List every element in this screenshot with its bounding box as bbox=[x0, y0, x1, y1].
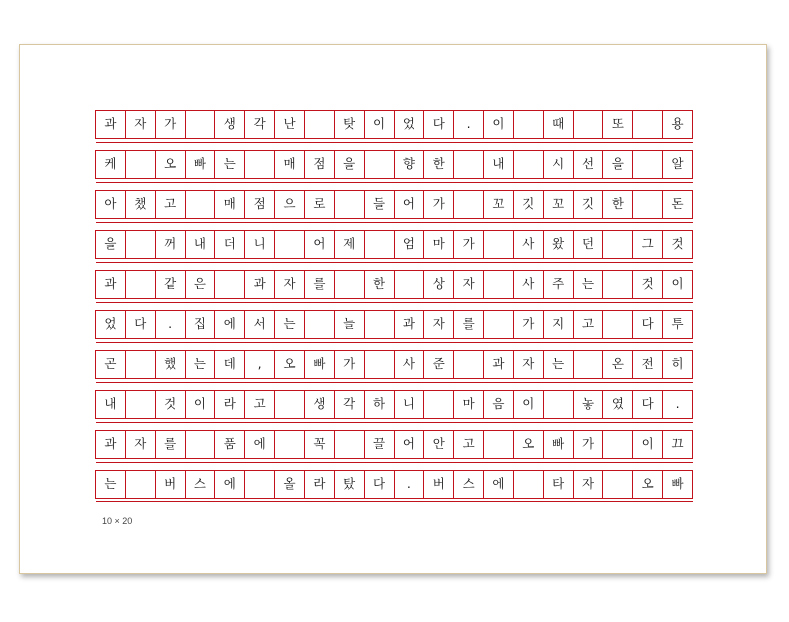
grid-cell: 과 bbox=[96, 111, 126, 138]
grid-cell bbox=[484, 431, 514, 458]
grid-cell: 버 bbox=[424, 471, 454, 498]
grid-cell: 을 bbox=[96, 231, 126, 258]
grid-cell: 는 bbox=[186, 351, 216, 378]
grid-cell: 생 bbox=[215, 111, 245, 138]
grid-cell: 것 bbox=[633, 271, 663, 298]
grid-cell: 과 bbox=[245, 271, 275, 298]
grid-cell bbox=[603, 231, 633, 258]
grid-cell bbox=[275, 231, 305, 258]
grid-cell: 각 bbox=[245, 111, 275, 138]
grid-cell: 과 bbox=[96, 431, 126, 458]
grid-cell: 는 bbox=[574, 271, 604, 298]
grid-cell bbox=[275, 391, 305, 418]
grid-row bbox=[95, 230, 693, 259]
grid-cell: 사 bbox=[395, 351, 425, 378]
grid-cell: 전 bbox=[633, 351, 663, 378]
grid-cell: 고 bbox=[454, 431, 484, 458]
grid-cell: 같 bbox=[156, 271, 186, 298]
grid-cell: 향 bbox=[395, 151, 425, 178]
grid-cell: 탔 bbox=[335, 471, 365, 498]
grid-cell bbox=[305, 311, 335, 338]
manuscript-grid bbox=[95, 110, 693, 499]
grid-cell bbox=[514, 151, 544, 178]
grid-cell: , bbox=[245, 351, 275, 378]
grid-cell bbox=[275, 431, 305, 458]
grid-cell: 음 bbox=[484, 391, 514, 418]
grid-cell: 점 bbox=[245, 191, 275, 218]
grid-cell bbox=[365, 151, 395, 178]
grid-cell: 지 bbox=[544, 311, 574, 338]
grid-cell: 사 bbox=[514, 231, 544, 258]
grid-cell: 아 bbox=[96, 191, 126, 218]
grid-cell: 이 bbox=[514, 391, 544, 418]
grid-cell: 빠 bbox=[544, 431, 574, 458]
grid-cell bbox=[305, 111, 335, 138]
grid-cell bbox=[454, 351, 484, 378]
grid-cell: 끌 bbox=[365, 431, 395, 458]
grid-cell bbox=[126, 351, 156, 378]
grid-cell bbox=[245, 151, 275, 178]
grid-cell: 생 bbox=[305, 391, 335, 418]
grid-cell bbox=[514, 111, 544, 138]
grid-cell bbox=[633, 151, 663, 178]
grid-cell: 어 bbox=[305, 231, 335, 258]
grid-cell: 때 bbox=[544, 111, 574, 138]
grid-cell: 한 bbox=[365, 271, 395, 298]
grid-cell bbox=[484, 311, 514, 338]
grid-cell bbox=[245, 471, 275, 498]
grid-cell: 이 bbox=[663, 271, 693, 298]
grid-cell: 자 bbox=[126, 431, 156, 458]
grid-cell bbox=[395, 271, 425, 298]
grid-row bbox=[95, 310, 693, 339]
grid-cell: 선 bbox=[574, 151, 604, 178]
grid-cell bbox=[335, 271, 365, 298]
grid-cell bbox=[365, 351, 395, 378]
grid-cell: 을 bbox=[335, 151, 365, 178]
grid-cell: 꼬 bbox=[484, 191, 514, 218]
grid-cell: 안 bbox=[424, 431, 454, 458]
grid-cell: 늘 bbox=[335, 311, 365, 338]
grid-cell: 스 bbox=[186, 471, 216, 498]
grid-cell bbox=[514, 471, 544, 498]
grid-cell: 왔 bbox=[544, 231, 574, 258]
grid-cell: 깃 bbox=[574, 191, 604, 218]
grid-cell: 다 bbox=[365, 471, 395, 498]
grid-cell: . bbox=[663, 391, 693, 418]
grid-cell: 내 bbox=[186, 231, 216, 258]
grid-cell: 엄 bbox=[395, 231, 425, 258]
grid-cell: 다 bbox=[633, 391, 663, 418]
grid-row bbox=[95, 110, 693, 139]
grid-cell: 매 bbox=[275, 151, 305, 178]
grid-cell bbox=[424, 391, 454, 418]
grid-cell: 히 bbox=[663, 351, 693, 378]
grid-cell: 과 bbox=[96, 271, 126, 298]
grid-cell: 시 bbox=[544, 151, 574, 178]
grid-cell: . bbox=[454, 111, 484, 138]
grid-cell: 에 bbox=[215, 311, 245, 338]
grid-cell bbox=[365, 231, 395, 258]
grid-cell: 꼬 bbox=[544, 191, 574, 218]
grid-cell: 더 bbox=[215, 231, 245, 258]
grid-cell: 오 bbox=[156, 151, 186, 178]
grid-cell: 가 bbox=[156, 111, 186, 138]
grid-cell: 자 bbox=[574, 471, 604, 498]
grid-cell: 이 bbox=[365, 111, 395, 138]
grid-cell: 내 bbox=[96, 391, 126, 418]
grid-cell: 끄 bbox=[663, 431, 693, 458]
grid-cell: 것 bbox=[156, 391, 186, 418]
grid-cell: 올 bbox=[275, 471, 305, 498]
grid-cell bbox=[454, 191, 484, 218]
grid-cell bbox=[335, 191, 365, 218]
grid-cell: 다 bbox=[633, 311, 663, 338]
grid-cell: 서 bbox=[245, 311, 275, 338]
grid-cell: 였 bbox=[603, 391, 633, 418]
grid-cell: 하 bbox=[365, 391, 395, 418]
grid-cell: 마 bbox=[454, 391, 484, 418]
grid-cell: 매 bbox=[215, 191, 245, 218]
grid-cell: 라 bbox=[215, 391, 245, 418]
grid-cell: 를 bbox=[454, 311, 484, 338]
grid-cell: 를 bbox=[156, 431, 186, 458]
grid-cell bbox=[365, 311, 395, 338]
grid-row bbox=[95, 270, 693, 299]
grid-cell: 이 bbox=[633, 431, 663, 458]
grid-cell: 버 bbox=[156, 471, 186, 498]
grid-cell: 타 bbox=[544, 471, 574, 498]
grid-cell: 자 bbox=[275, 271, 305, 298]
grid-cell: 오 bbox=[514, 431, 544, 458]
grid-cell: 마 bbox=[424, 231, 454, 258]
grid-cell: 케 bbox=[96, 151, 126, 178]
grid-cell bbox=[603, 271, 633, 298]
grid-cell: 이 bbox=[484, 111, 514, 138]
grid-cell: 챘 bbox=[126, 191, 156, 218]
grid-cell: 는 bbox=[544, 351, 574, 378]
grid-cell: 오 bbox=[633, 471, 663, 498]
grid-cell: 었 bbox=[395, 111, 425, 138]
grid-cell bbox=[126, 271, 156, 298]
grid-cell bbox=[484, 271, 514, 298]
grid-cell: 곤 bbox=[96, 351, 126, 378]
grid-cell bbox=[484, 231, 514, 258]
grid-cell: 을 bbox=[603, 151, 633, 178]
grid-cell bbox=[215, 271, 245, 298]
grid-cell: 난 bbox=[275, 111, 305, 138]
grid-size-label: 10 × 20 bbox=[102, 516, 133, 526]
grid-row bbox=[95, 470, 693, 499]
grid-cell: 다 bbox=[126, 311, 156, 338]
grid-cell: 꺼 bbox=[156, 231, 186, 258]
grid-cell bbox=[633, 111, 663, 138]
grid-cell: 라 bbox=[305, 471, 335, 498]
grid-cell: 가 bbox=[454, 231, 484, 258]
grid-cell: 투 bbox=[663, 311, 693, 338]
grid-cell: 자 bbox=[424, 311, 454, 338]
grid-cell bbox=[126, 151, 156, 178]
grid-cell bbox=[335, 431, 365, 458]
grid-cell: 그 bbox=[633, 231, 663, 258]
grid-cell: 집 bbox=[186, 311, 216, 338]
grid-cell: 로 bbox=[305, 191, 335, 218]
grid-cell: 과 bbox=[484, 351, 514, 378]
grid-row bbox=[95, 430, 693, 459]
grid-cell: 준 bbox=[424, 351, 454, 378]
grid-cell: 또 bbox=[603, 111, 633, 138]
grid-row bbox=[95, 390, 693, 419]
grid-cell: 니 bbox=[245, 231, 275, 258]
grid-cell: 돈 bbox=[663, 191, 693, 218]
grid-cell bbox=[574, 111, 604, 138]
grid-cell: 데 bbox=[215, 351, 245, 378]
grid-cell bbox=[603, 431, 633, 458]
grid-cell bbox=[633, 191, 663, 218]
grid-cell: 자 bbox=[514, 351, 544, 378]
grid-cell bbox=[603, 471, 633, 498]
grid-cell: 가 bbox=[574, 431, 604, 458]
grid-cell bbox=[454, 151, 484, 178]
grid-cell: 제 bbox=[335, 231, 365, 258]
grid-cell: 빠 bbox=[663, 471, 693, 498]
grid-cell: 했 bbox=[156, 351, 186, 378]
grid-cell: 는 bbox=[275, 311, 305, 338]
grid-cell: 꼭 bbox=[305, 431, 335, 458]
grid-cell: 에 bbox=[215, 471, 245, 498]
grid-cell: 었 bbox=[96, 311, 126, 338]
grid-cell: 를 bbox=[305, 271, 335, 298]
grid-cell: 상 bbox=[424, 271, 454, 298]
grid-cell: 에 bbox=[245, 431, 275, 458]
grid-cell: 것 bbox=[663, 231, 693, 258]
grid-cell: 자 bbox=[126, 111, 156, 138]
grid-cell: 오 bbox=[275, 351, 305, 378]
grid-cell: 각 bbox=[335, 391, 365, 418]
grid-cell bbox=[574, 351, 604, 378]
grid-cell bbox=[186, 191, 216, 218]
grid-cell: 탓 bbox=[335, 111, 365, 138]
grid-cell: 온 bbox=[603, 351, 633, 378]
grid-cell bbox=[126, 471, 156, 498]
grid-cell: 에 bbox=[484, 471, 514, 498]
grid-cell: 사 bbox=[514, 271, 544, 298]
grid-cell: 한 bbox=[603, 191, 633, 218]
grid-cell: 알 bbox=[663, 151, 693, 178]
grid-cell: 는 bbox=[215, 151, 245, 178]
grid-cell bbox=[186, 431, 216, 458]
grid-cell: 이 bbox=[186, 391, 216, 418]
grid-cell: 가 bbox=[424, 191, 454, 218]
grid-cell: 가 bbox=[514, 311, 544, 338]
grid-cell: 품 bbox=[215, 431, 245, 458]
grid-cell: 니 bbox=[395, 391, 425, 418]
grid-cell: 어 bbox=[395, 191, 425, 218]
grid-cell bbox=[126, 391, 156, 418]
grid-cell: 깃 bbox=[514, 191, 544, 218]
grid-cell: 점 bbox=[305, 151, 335, 178]
grid-cell: 가 bbox=[335, 351, 365, 378]
grid-cell bbox=[544, 391, 574, 418]
grid-cell: 다 bbox=[424, 111, 454, 138]
grid-row bbox=[95, 350, 693, 379]
grid-cell: 던 bbox=[574, 231, 604, 258]
grid-cell: 용 bbox=[663, 111, 693, 138]
grid-cell: 놓 bbox=[574, 391, 604, 418]
grid-cell bbox=[186, 111, 216, 138]
grid-cell: 고 bbox=[574, 311, 604, 338]
grid-cell: . bbox=[156, 311, 186, 338]
grid-cell: 들 bbox=[365, 191, 395, 218]
grid-cell: 내 bbox=[484, 151, 514, 178]
grid-row bbox=[95, 150, 693, 179]
grid-cell: 는 bbox=[96, 471, 126, 498]
grid-cell: 스 bbox=[454, 471, 484, 498]
grid-cell: 한 bbox=[424, 151, 454, 178]
grid-cell: 주 bbox=[544, 271, 574, 298]
grid-row bbox=[95, 190, 693, 219]
grid-cell: 과 bbox=[395, 311, 425, 338]
grid-cell: 빠 bbox=[186, 151, 216, 178]
grid-cell: 빠 bbox=[305, 351, 335, 378]
grid-cell: 으 bbox=[275, 191, 305, 218]
grid-cell: 어 bbox=[395, 431, 425, 458]
grid-cell: 고 bbox=[156, 191, 186, 218]
grid-cell: 은 bbox=[186, 271, 216, 298]
grid-cell bbox=[603, 311, 633, 338]
grid-cell: . bbox=[395, 471, 425, 498]
grid-cell: 고 bbox=[245, 391, 275, 418]
grid-cell bbox=[126, 231, 156, 258]
grid-cell: 자 bbox=[454, 271, 484, 298]
